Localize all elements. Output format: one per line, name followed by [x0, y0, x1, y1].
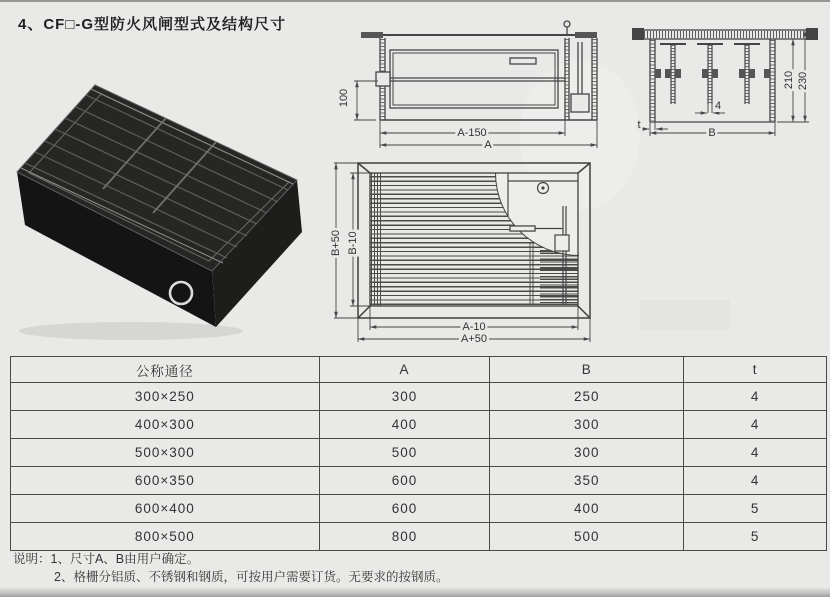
- cell-b: 250: [490, 383, 684, 411]
- cell-a: 400: [319, 411, 490, 439]
- header-t: t: [684, 357, 827, 383]
- cell-size: 600×350: [11, 467, 320, 495]
- page-title: 4、CF□-G型防火风闸型式及结构尺寸: [18, 16, 287, 33]
- cell-a: 300: [319, 383, 490, 411]
- dim-label-t: t: [637, 119, 641, 131]
- cell-t: 4: [684, 439, 827, 467]
- cell-b: 300: [490, 411, 684, 439]
- cell-size: 300×250: [11, 383, 320, 411]
- cell-a: 600: [319, 467, 490, 495]
- table-header-row: [11, 357, 827, 383]
- notes-label: 说明：: [13, 552, 51, 566]
- dim-label-b: B: [708, 127, 716, 139]
- cell-b: 400: [490, 495, 684, 523]
- table-row: [11, 411, 827, 439]
- dim-label-b-plus-50: B+50: [330, 230, 342, 256]
- cell-a: 500: [319, 439, 490, 467]
- side-section-drawing: [330, 12, 615, 154]
- header-nominal-size: 公称通径: [11, 357, 320, 383]
- header-a: A: [319, 357, 490, 383]
- cell-t: 4: [684, 383, 827, 411]
- cell-b: 300: [490, 439, 684, 467]
- header-b: B: [490, 357, 684, 383]
- cell-t: 5: [684, 523, 827, 551]
- cell-t: 4: [684, 467, 827, 495]
- cell-size: 500×300: [11, 439, 320, 467]
- dim-label-a-plus-50: A+50: [461, 333, 487, 345]
- end-section-drawing: [625, 12, 825, 152]
- dim-label-a-minus-150: A-150: [457, 127, 487, 139]
- cell-b: 350: [490, 467, 684, 495]
- cell-size: 800×500: [11, 523, 320, 551]
- note-text-2: 2、格栅分铝质、不锈钢和钢质，可按用户需要订货。无要求的按钢质。: [54, 570, 449, 584]
- cell-size: 400×300: [11, 411, 320, 439]
- product-photo: [13, 75, 313, 345]
- dim-label-230: 230: [797, 71, 809, 91]
- cell-b: 500: [490, 523, 684, 551]
- cell-a: 600: [319, 495, 490, 523]
- cell-t: 5: [684, 495, 827, 523]
- cell-size: 600×400: [11, 495, 320, 523]
- dim-label-a: A: [484, 139, 492, 151]
- note-text-1: 1、尺寸A、B由用户确定。: [50, 552, 200, 566]
- cell-t: 4: [684, 411, 827, 439]
- spec-table: [10, 356, 827, 551]
- note-line-2: [54, 568, 448, 586]
- scan-edge-bottom: [0, 588, 830, 597]
- dim-label-210: 210: [783, 70, 795, 90]
- notes: [13, 550, 448, 586]
- note-line-1: [13, 550, 448, 568]
- cell-a: 800: [319, 523, 490, 551]
- dim-label-100: 100: [338, 88, 350, 108]
- front-view-drawing: [328, 148, 608, 356]
- table-row: [11, 383, 827, 411]
- dim-label-b-minus-10: B-10: [347, 231, 359, 255]
- table-row: [11, 495, 827, 523]
- table-row: [11, 439, 827, 467]
- scan-stain: [640, 300, 730, 330]
- table-row: [11, 523, 827, 551]
- table-row: [11, 467, 827, 495]
- dim-label-a-minus-10: A-10: [462, 321, 486, 333]
- scan-edge-top: [0, 0, 830, 2]
- product-photo-image: [13, 75, 313, 345]
- dim-label-4: 4: [714, 100, 722, 112]
